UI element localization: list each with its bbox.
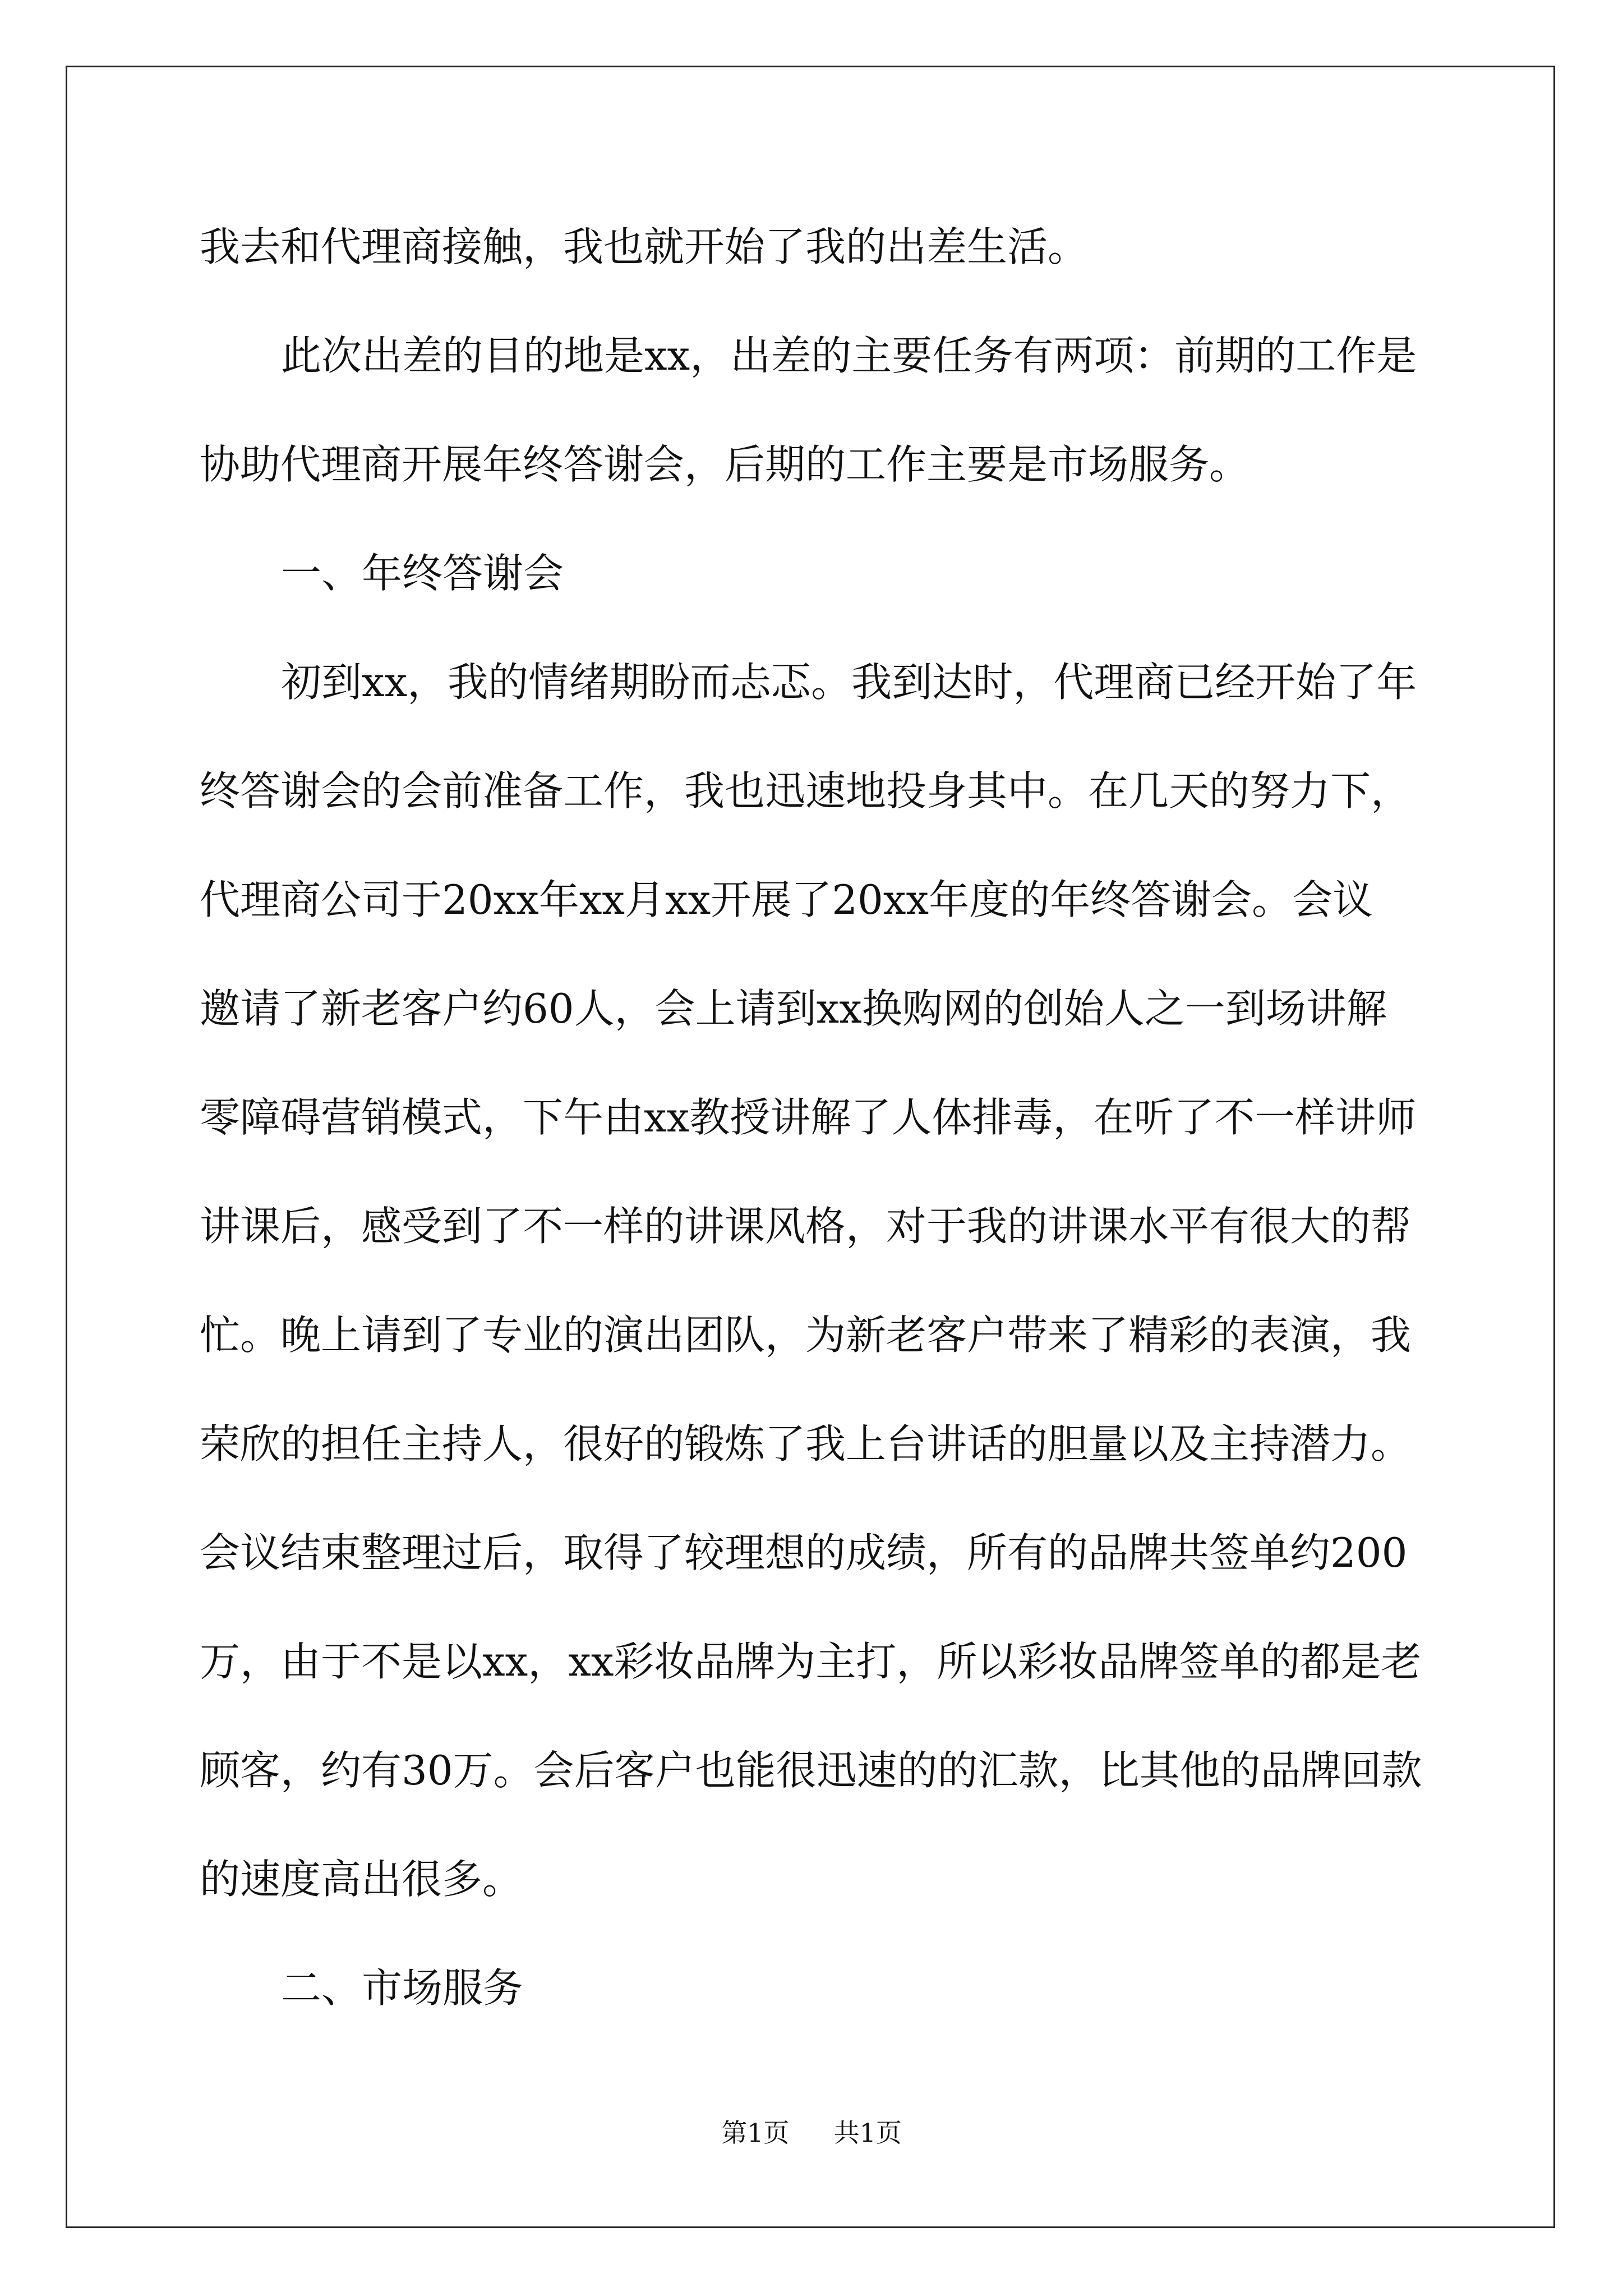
page-number-current: 第1页 (721, 2118, 790, 2148)
paragraph-line: 我去和代理商接触，我也就开始了我的出差生活。 (200, 223, 1089, 270)
paragraph-line: 忙。晚上请到了专业的演出团队，为新老客户带来了精彩的表演，我 (200, 1312, 1412, 1359)
paragraph-line: 初到xx，我的情绪期盼而忐忑。我到达时，代理商已经开始了年 (281, 659, 1417, 706)
paragraph-line: 终答谢会的会前准备工作，我也迅速地投身其中。在几天的努力下， (200, 767, 1412, 815)
paragraph-line: 协助代理商开展年终答谢会，后期的工作主要是市场服务。 (200, 441, 1250, 488)
paragraph-line: 讲课后，感受到了不一样的讲课风格，对于我的讲课水平有很大的帮 (200, 1203, 1412, 1250)
paragraph-line: 代理商公司于20xx年xx月xx开展了20xx年度的年终答谢会。会议 (200, 876, 1373, 923)
paragraph-line: 顾客，约有30万。会后客户也能很迅速的的汇款，比其他的品牌回款 (200, 1747, 1422, 1794)
paragraph-line: 万，由于不是以xx，xx彩妆品牌为主打，所以彩妆品牌签单的都是老 (200, 1638, 1422, 1685)
paragraph-line: 的速度高出很多。 (200, 1856, 523, 1903)
page-number-total: 共1页 (833, 2118, 902, 2148)
paragraph-line: 荣欣的担任主持人，很好的锻炼了我上台讲话的胆量以及主持潜力。 (200, 1420, 1412, 1467)
paragraph-line: 会议结束整理过后，取得了较理想的成绩，所有的品牌共签单约200 (200, 1529, 1408, 1576)
section-heading: 一、年终答谢会 (281, 550, 564, 597)
paragraph-line: 零障碍营销模式，下午由xx教授讲解了人体排毒，在听了不一样讲师 (200, 1094, 1417, 1141)
paragraph-line: 此次出差的目的地是xx，出差的主要任务有两项：前期的工作是 (281, 332, 1417, 379)
page-footer (0, 2116, 1623, 2150)
section-heading: 二、市场服务 (281, 1964, 524, 2012)
paragraph-line: 邀请了新老客户约60人，会上请到xx换购网的创始人之一到场讲解 (200, 985, 1387, 1032)
